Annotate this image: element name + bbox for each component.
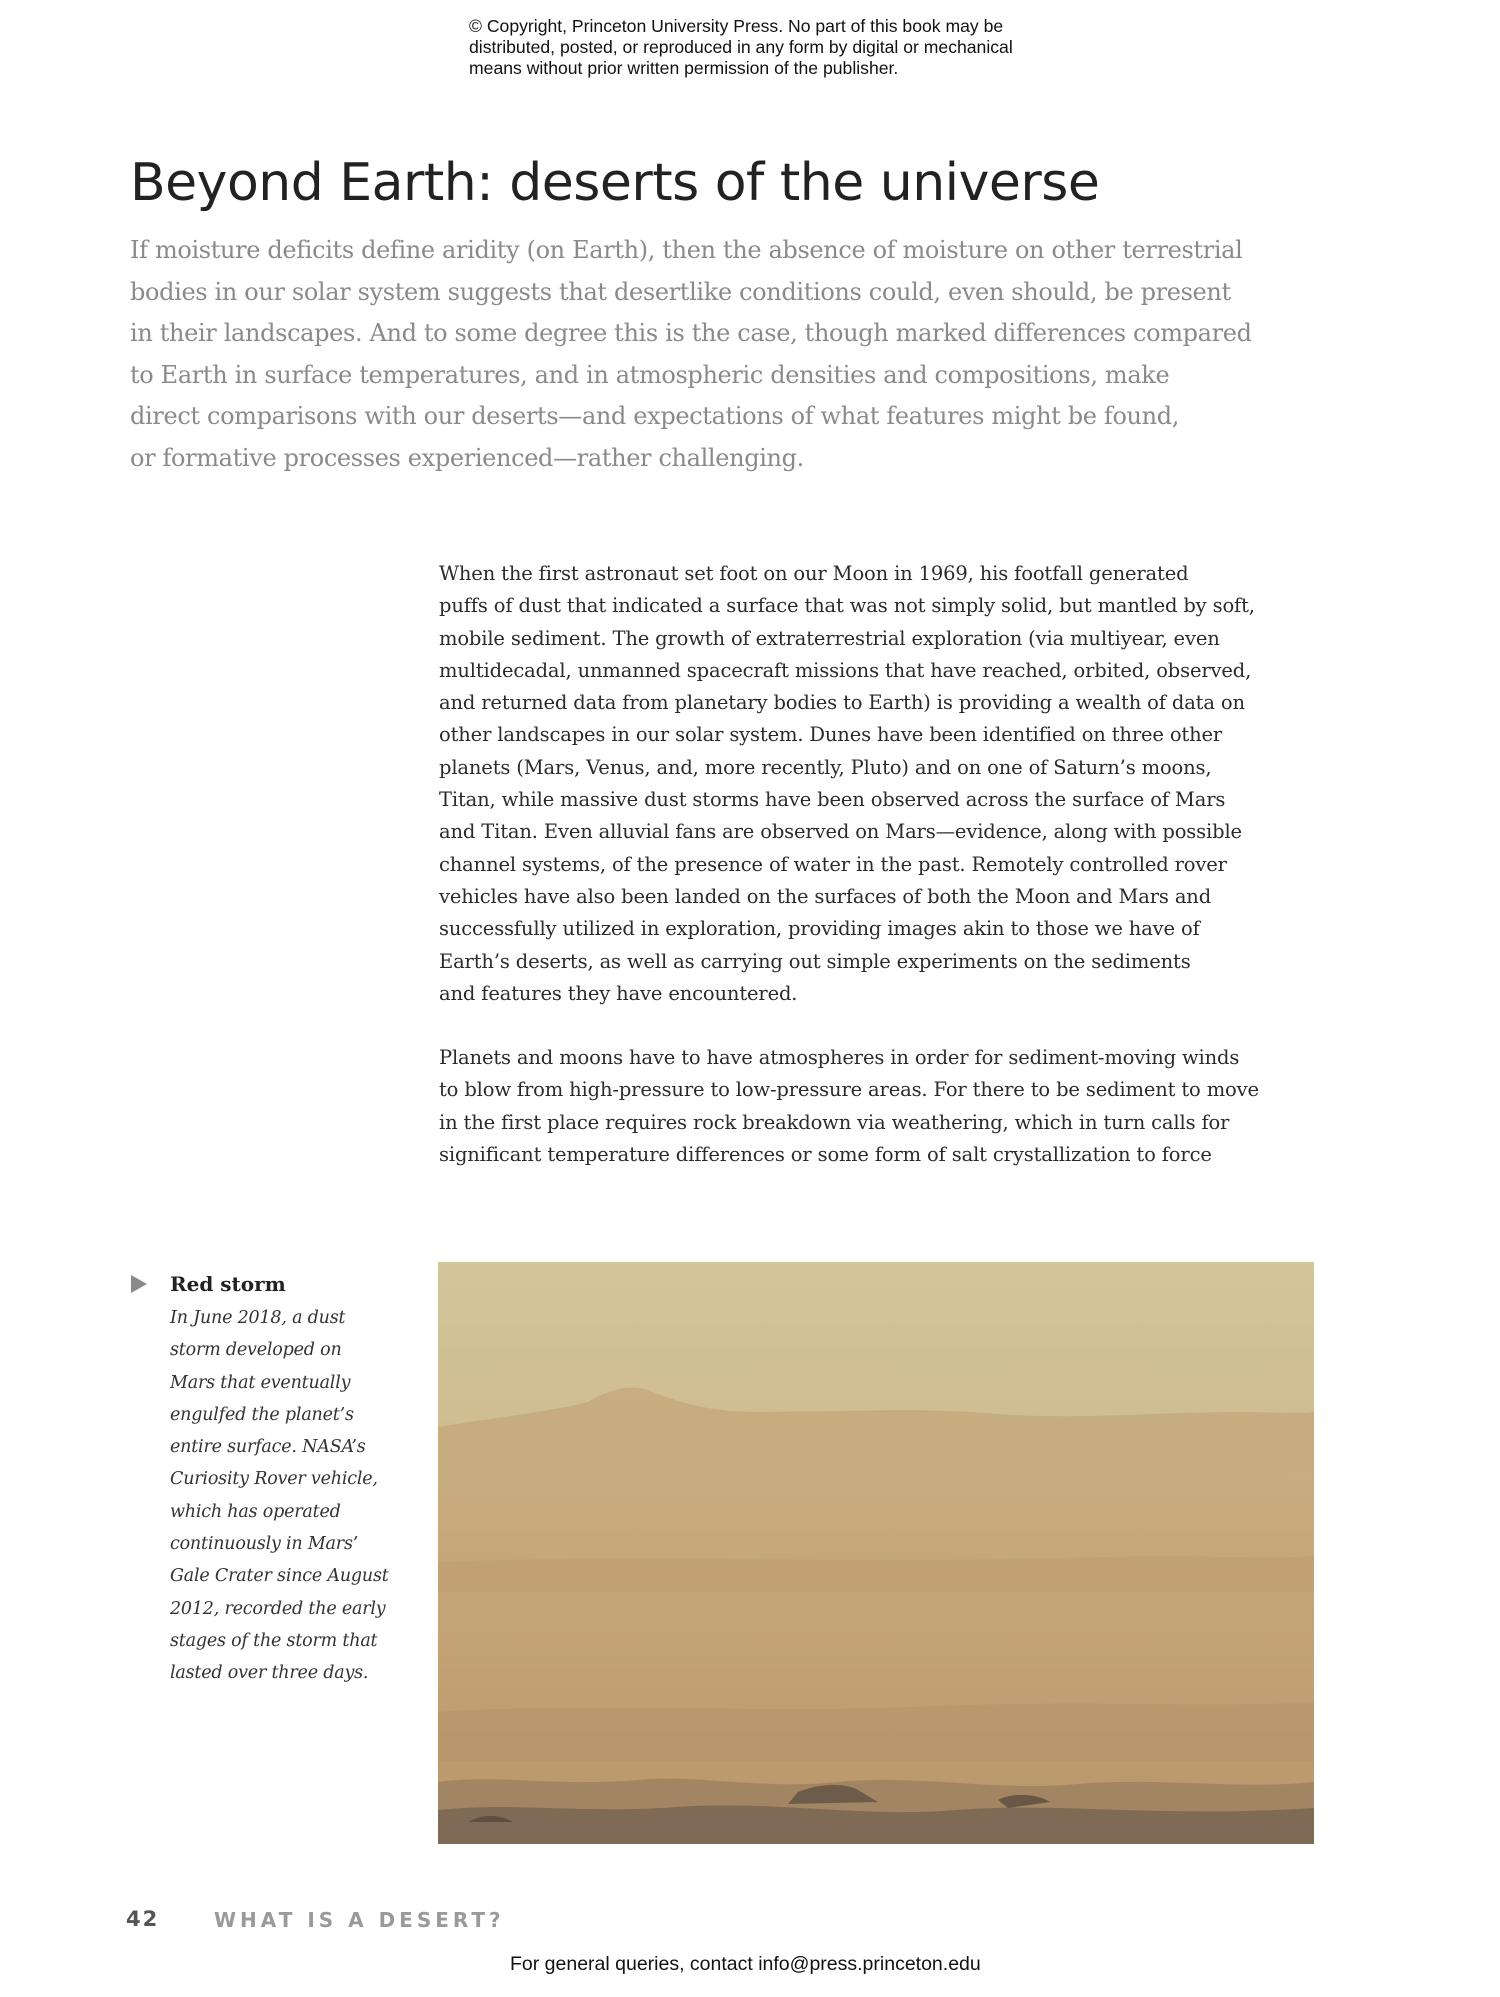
caption-line: In June 2018, a dust: [170, 1308, 346, 1328]
caption-body: [170, 1302, 389, 1690]
contact-notice: For general queries, contact info@press.princeton.edu: [510, 1953, 981, 1975]
caption-line: lasted over three days.: [170, 1663, 369, 1684]
body-line: Earth’s deserts, as well as carrying out simple experiments on the sediments: [439, 949, 1191, 973]
running-footer-section: WHAT IS A DESERT?: [214, 1908, 505, 1932]
copyright-line: © Copyright, Princeton University Press. No part of this book may be: [469, 16, 1004, 36]
body-line: planets (Mars, Venus, and, more recently, Pluto) and on one of Saturn’s moons,: [439, 755, 1212, 779]
copyright-notice: [469, 16, 1089, 79]
caption-line: 2012, recorded the early: [170, 1598, 386, 1619]
body-line: in the first place requires rock breakdown via weathering, which in turn calls for: [439, 1110, 1230, 1134]
body-line: Planets and moons have to have atmospheres in order for sediment-moving winds: [439, 1046, 1240, 1069]
caption-line: Mars that eventually: [170, 1372, 351, 1393]
caption-line: engulfed the planet’s: [170, 1404, 354, 1425]
copyright-line: means without prior written permission of the publisher.: [469, 58, 899, 78]
body-line: Titan, while massive dust storms have been observed across the surface of Mars: [439, 788, 1226, 812]
body-paragraph-2: [439, 1042, 1339, 1171]
body-line: mobile sediment. The growth of extraterrestrial exploration (via multiyear, even: [439, 626, 1220, 650]
body-line: and returned data from planetary bodies to Earth) is providing a wealth of data on: [439, 691, 1245, 715]
body-line: to blow from high-pressure to low-pressure areas. For there to be sediment to move: [439, 1078, 1259, 1102]
body-line: significant temperature differences or some form of salt crystallization to force: [439, 1142, 1212, 1166]
body-line: puffs of dust that indicated a surface that was not simply solid, but mantled by soft,: [439, 594, 1255, 618]
mars-dust-storm-photo: [438, 1262, 1314, 1844]
intro-line: to Earth in surface temperatures, and in atmospheric densities and compositions, make: [130, 360, 1170, 389]
caption-line: which has operated: [170, 1501, 341, 1522]
body-line: and features they have encountered.: [439, 981, 798, 1005]
body-line: and Titan. Even alluvial fans are observed on Mars—evidence, along with possible: [439, 820, 1242, 844]
body-line: vehicles have also been landed on the surfaces of both the Moon and Mars and: [439, 884, 1212, 908]
page-number: 42: [126, 1907, 160, 1931]
caption-title: Red storm: [170, 1272, 286, 1296]
caption-line: Curiosity Rover vehicle,: [170, 1469, 378, 1490]
intro-line: If moisture deficits define aridity (on Earth), then the absence of moisture on other terrestrial: [130, 236, 1243, 264]
intro-line: or formative processes experienced—rather challenging.: [130, 443, 804, 472]
caption-line: Gale Crater since August: [170, 1566, 389, 1587]
caption-arrow-icon: [131, 1275, 147, 1293]
body-paragraph-1: [439, 558, 1339, 1010]
intro-line: bodies in our solar system suggests that desertlike conditions could, even should, be present: [130, 277, 1231, 306]
caption-line: continuously in Mars’: [170, 1534, 359, 1555]
intro-line: direct comparisons with our deserts—and expectations of what features might be found,: [130, 402, 1180, 430]
page-title: Beyond Earth: deserts of the universe: [130, 153, 1100, 213]
body-line: other landscapes in our solar system. Dunes have been identified on three other: [439, 723, 1223, 747]
intro-line: in their landscapes. And to some degree this is the case, though marked differences compared: [130, 319, 1252, 347]
body-line: channel systems, of the presence of water in the past. Remotely controlled rover: [439, 852, 1227, 876]
caption-line: entire surface. NASA’s: [170, 1437, 366, 1458]
caption-line: storm developed on: [170, 1340, 342, 1361]
copyright-line: distributed, posted, or reproduced in any form by digital or mechanical: [469, 37, 1013, 57]
body-line: When the first astronaut set foot on our Moon in 1969, his footfall generated: [439, 562, 1189, 585]
body-line: multidecadal, unmanned spacecraft missions that have reached, orbited, observed,: [439, 658, 1252, 682]
intro-paragraph: [130, 230, 1330, 479]
body-line: successfully utilized in exploration, providing images akin to those we have of: [439, 917, 1200, 941]
caption-line: stages of the storm that: [170, 1630, 378, 1651]
